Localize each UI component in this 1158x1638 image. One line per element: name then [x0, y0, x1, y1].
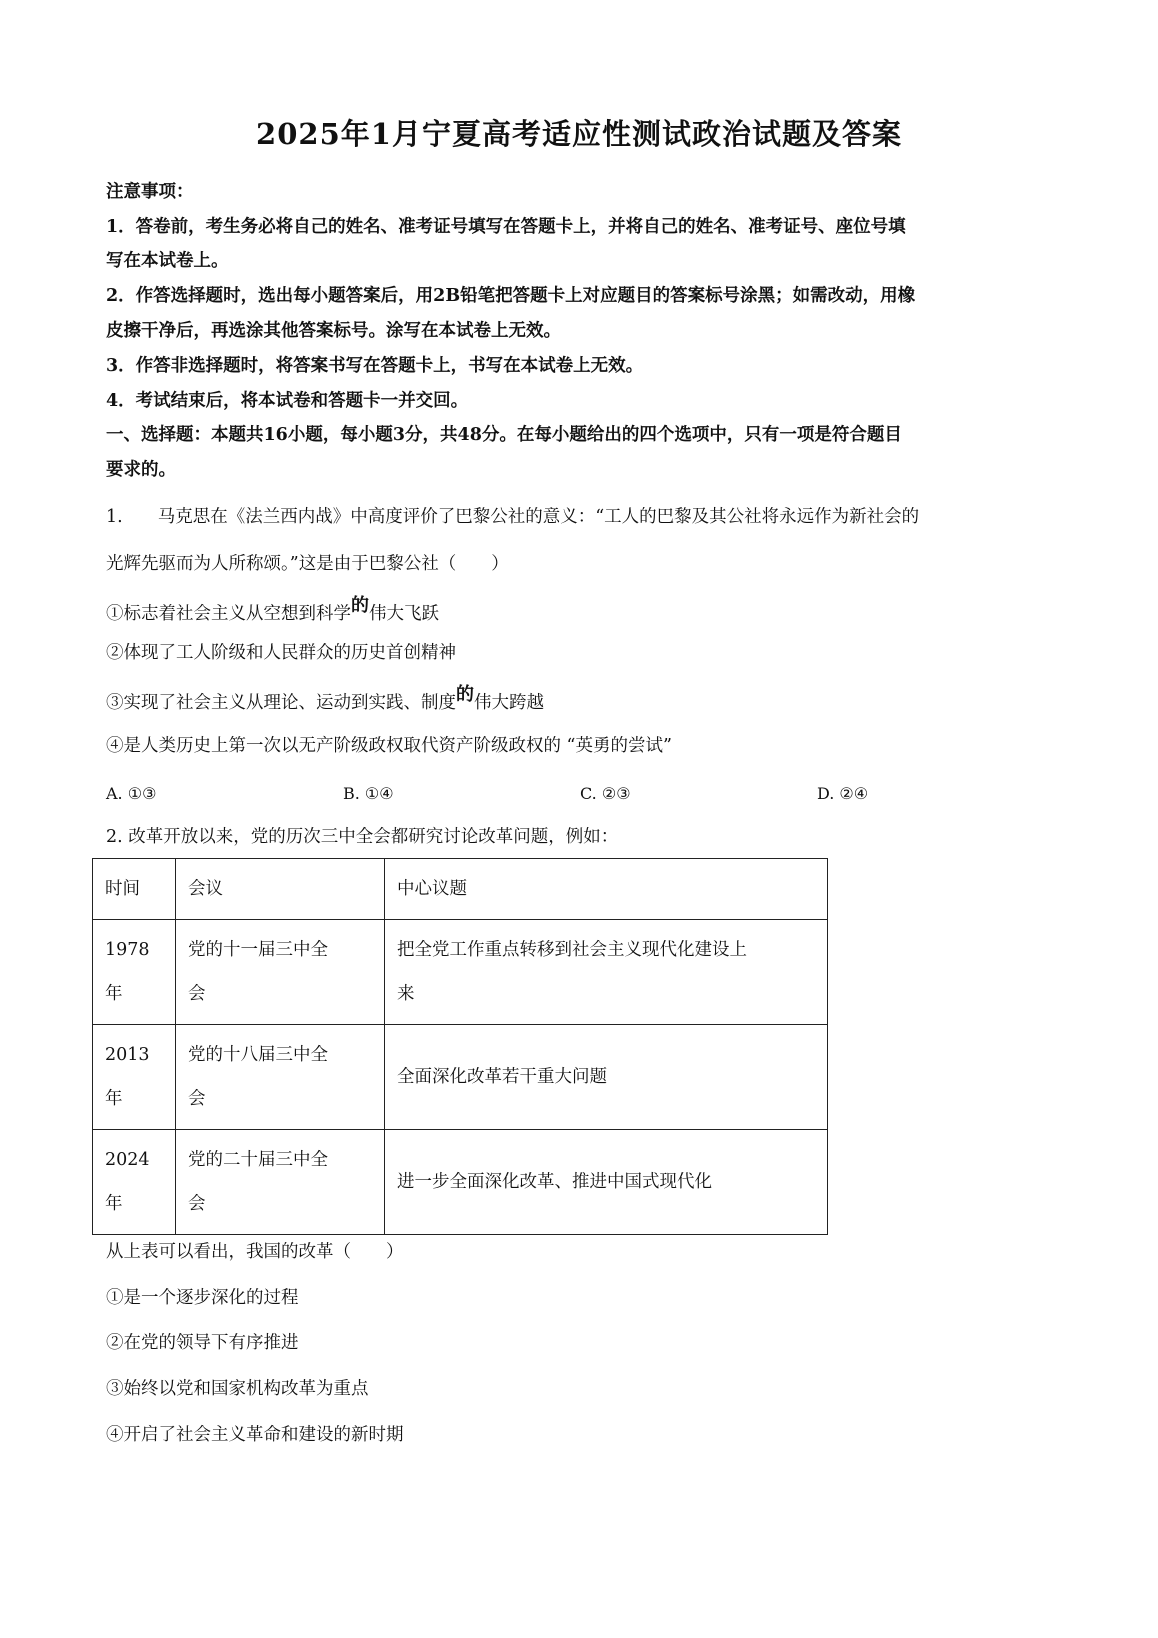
q1-option-a[interactable]: A. ①③	[106, 784, 157, 803]
q2-statement-3: ③始终以党和国家机构改革为重点	[106, 1379, 369, 1399]
q2-question: 从上表可以看出，我国的改革（ ）	[106, 1242, 404, 1262]
row-meeting-b: 会	[188, 1194, 206, 1214]
row-meeting-b: 会	[188, 1089, 206, 1109]
row-topic-b: 来	[397, 984, 415, 1004]
q1-s3-text: ③实现了社会主义从理论、运动到实践、制度	[106, 693, 456, 713]
q1-s3-sup: 的	[456, 684, 474, 705]
table-row	[93, 920, 828, 1025]
table-row	[93, 1025, 828, 1130]
table-cell-time	[93, 1130, 176, 1235]
row-year: 2013	[105, 1045, 150, 1065]
q1-statement-4: ④是人类历史上第一次以无产阶级政权取代资产阶级政权的 “英勇的尝试”	[106, 736, 672, 756]
notice-heading: 注意事项：	[106, 182, 194, 202]
table-row	[93, 1130, 828, 1235]
table-header-meeting: 会议	[176, 859, 385, 920]
table-cell-topic: 进一步全面深化改革、推进中国式现代化	[385, 1130, 828, 1235]
page-title: 2025年1月宁夏高考适应性测试政治试题及答案	[256, 117, 902, 151]
row-year-unit: 年	[105, 1194, 123, 1214]
q1-option-c[interactable]: C. ②③	[580, 784, 631, 803]
row-year: 2024	[105, 1150, 150, 1170]
meetings-table	[92, 858, 828, 1235]
table-cell-meeting	[176, 920, 385, 1025]
row-meeting-a: 党的十一届三中全	[188, 940, 328, 960]
row-year-unit: 年	[105, 1089, 123, 1109]
row-meeting-b: 会	[188, 984, 206, 1004]
q1-s3-text-end: 伟大跨越	[474, 693, 544, 713]
q2-statement-2: ②在党的领导下有序推进	[106, 1333, 299, 1353]
row-meeting-a: 党的二十届三中全	[188, 1150, 328, 1170]
q1-option-b[interactable]: B. ①④	[343, 784, 394, 803]
q2-statement-1: ①是一个逐步深化的过程	[106, 1288, 299, 1308]
table-cell-time	[93, 920, 176, 1025]
row-meeting-a: 党的十八届三中全	[188, 1045, 328, 1065]
table-header-time: 时间	[93, 859, 176, 920]
table-header-row	[93, 859, 828, 920]
q1-statement-3	[106, 684, 1056, 714]
q1-s1-sup: 的	[351, 595, 369, 616]
table-cell-meeting	[176, 1130, 385, 1235]
row-year: 1978	[105, 940, 150, 960]
q1-option-d[interactable]: D. ②④	[817, 784, 869, 803]
notice-item-2b: 皮擦干净后，再选涂其他答案标号。涂写在本试卷上无效。	[106, 321, 561, 341]
table-cell-topic: 全面深化改革若干重大问题	[385, 1025, 828, 1130]
q1-statement-2: ②体现了工人阶级和人民群众的历史首创精神	[106, 643, 456, 663]
q1-statement-1	[106, 595, 1056, 625]
table-cell-meeting	[176, 1025, 385, 1130]
notice-item-4: 4．考试结束后，将本试卷和答题卡一并交回。	[106, 391, 469, 411]
row-year-unit: 年	[105, 984, 123, 1004]
q1-s1-text-end: 伟大飞跃	[369, 604, 439, 624]
q1-stem-line-a: 1. 马克思在《法兰西内战》中高度评价了巴黎公社的意义：“工人的巴黎及其公社将永远作为新社会的	[106, 507, 920, 527]
table-cell-topic	[385, 920, 828, 1025]
q1-s1-text: ①标志着社会主义从空想到科学	[106, 604, 351, 624]
section-heading-line-a: 一、选择题：本题共16小题，每小题3分，共48分。在每小题给出的四个选项中，只有一项是符合题目	[106, 425, 902, 445]
section-heading-line-b: 要求的。	[106, 460, 176, 480]
notice-item-1a: 1．答卷前，考生务必将自己的姓名、准考证号填写在答题卡上，并将自己的姓名、准考证号、座位号填	[106, 217, 906, 237]
table-header-topic: 中心议题	[385, 859, 828, 920]
row-topic-a: 把全党工作重点转移到社会主义现代化建设上	[397, 940, 747, 960]
notice-item-1b: 写在本试卷上。	[106, 251, 229, 271]
q1-stem-line-b: 光辉先驱而为人所称颂。”这是由于巴黎公社（ ）	[106, 554, 509, 574]
notice-item-3: 3．作答非选择题时，将答案书写在答题卡上，书写在本试卷上无效。	[106, 356, 644, 376]
q2-stem: 2. 改革开放以来，党的历次三中全会都研究讨论改革问题，例如：	[106, 827, 619, 847]
notice-item-2a: 2．作答选择题时，选出每小题答案后，用2B铅笔把答题卡上对应题目的答案标号涂黑；如需改动，用橡	[106, 286, 916, 306]
q2-statement-4: ④开启了社会主义革命和建设的新时期	[106, 1425, 404, 1445]
table-cell-time	[93, 1025, 176, 1130]
